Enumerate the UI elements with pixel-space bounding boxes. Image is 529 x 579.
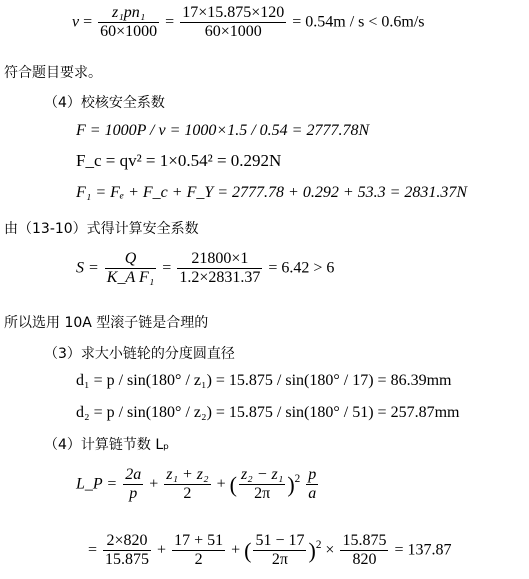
pitch-diameter-heading: （3）求大小链轮的分度圆直径 xyxy=(44,346,235,362)
speed-fraction-symbolic: $\frac{\text{z₁pn₁}}{60\times 1000}$ xyxy=(100,4,158,41)
requirement-met-text: 符合题目要求。 xyxy=(4,65,102,81)
safety-fraction-numeric: $\frac{21800\times 1}{1.2\times 2831.37}$ xyxy=(179,250,261,287)
lp-equation-symbolic: L_P = $\frac{2a}{p}$ + $\frac{\text{z₁ + z₂}}{2}$ + ( $\frac{\text{z₂ − z₁}}{2\pi}$ )$^2$ $\frac{p}{a}$ xyxy=(76,466,317,503)
safety-factor-equation: S = $\frac{Q}{\text{K\_A F₁}}$ = $\frac{21800\times 1}{1.2\times 2831.37}$ = 6.42 > 6 xyxy=(76,250,335,287)
d1-equation: d₁ = p / sin(180° / z₁) = 15.875 / sin(180° / 17) = 86.39mm xyxy=(76,372,452,389)
speed-fraction-numeric: $\frac{17\times 15.875\times 120}{60\times 1000}$ xyxy=(182,4,285,41)
conclusion-text: 所以选用 10A 型滚子链是合理的 xyxy=(4,315,209,331)
d2-equation: d₂ = p / sin(180° / z₂) = 15.875 / sin(180° / 51) = 257.87mm xyxy=(76,404,460,421)
safety-fraction-symbolic: $\frac{Q}{\text{K\_A F₁}}$ xyxy=(106,250,155,287)
force-equation: F = 1000P / v = 1000×1.5 / 0.54 = 2777.78N xyxy=(76,122,370,139)
safety-heading: （4）校核安全系数 xyxy=(44,95,165,111)
centrifugal-force-equation: F_c = qv² = 1×0.54² = 0.292N xyxy=(76,151,282,170)
speed-equation: v = $\frac{\text{z₁pn₁}}{60\times 1000}$ = $\frac{17\times 15.875\times 120}{60\times 1000}$ = 0.54m / s < 0.6m/s xyxy=(72,4,425,41)
total-force-equation: F₁ = Fₑ + F_c + F_Y = 2777.78 + 0.292 + 53.3 = 2831.37N xyxy=(76,184,468,201)
lp-equation-numeric: = $\frac{2\times 820}{15.875}$ + $\frac{17 + 51}{2}$ + ( $\frac{51 - 17}{2\pi}$ )$^2$ × $\frac{15.875}{820}$ = 137.87 xyxy=(88,532,452,569)
chain-links-heading: （4）计算链节数 Lₚ xyxy=(44,437,170,453)
calc-safety-text: 由（13-10）式得计算安全系数 xyxy=(4,221,199,237)
